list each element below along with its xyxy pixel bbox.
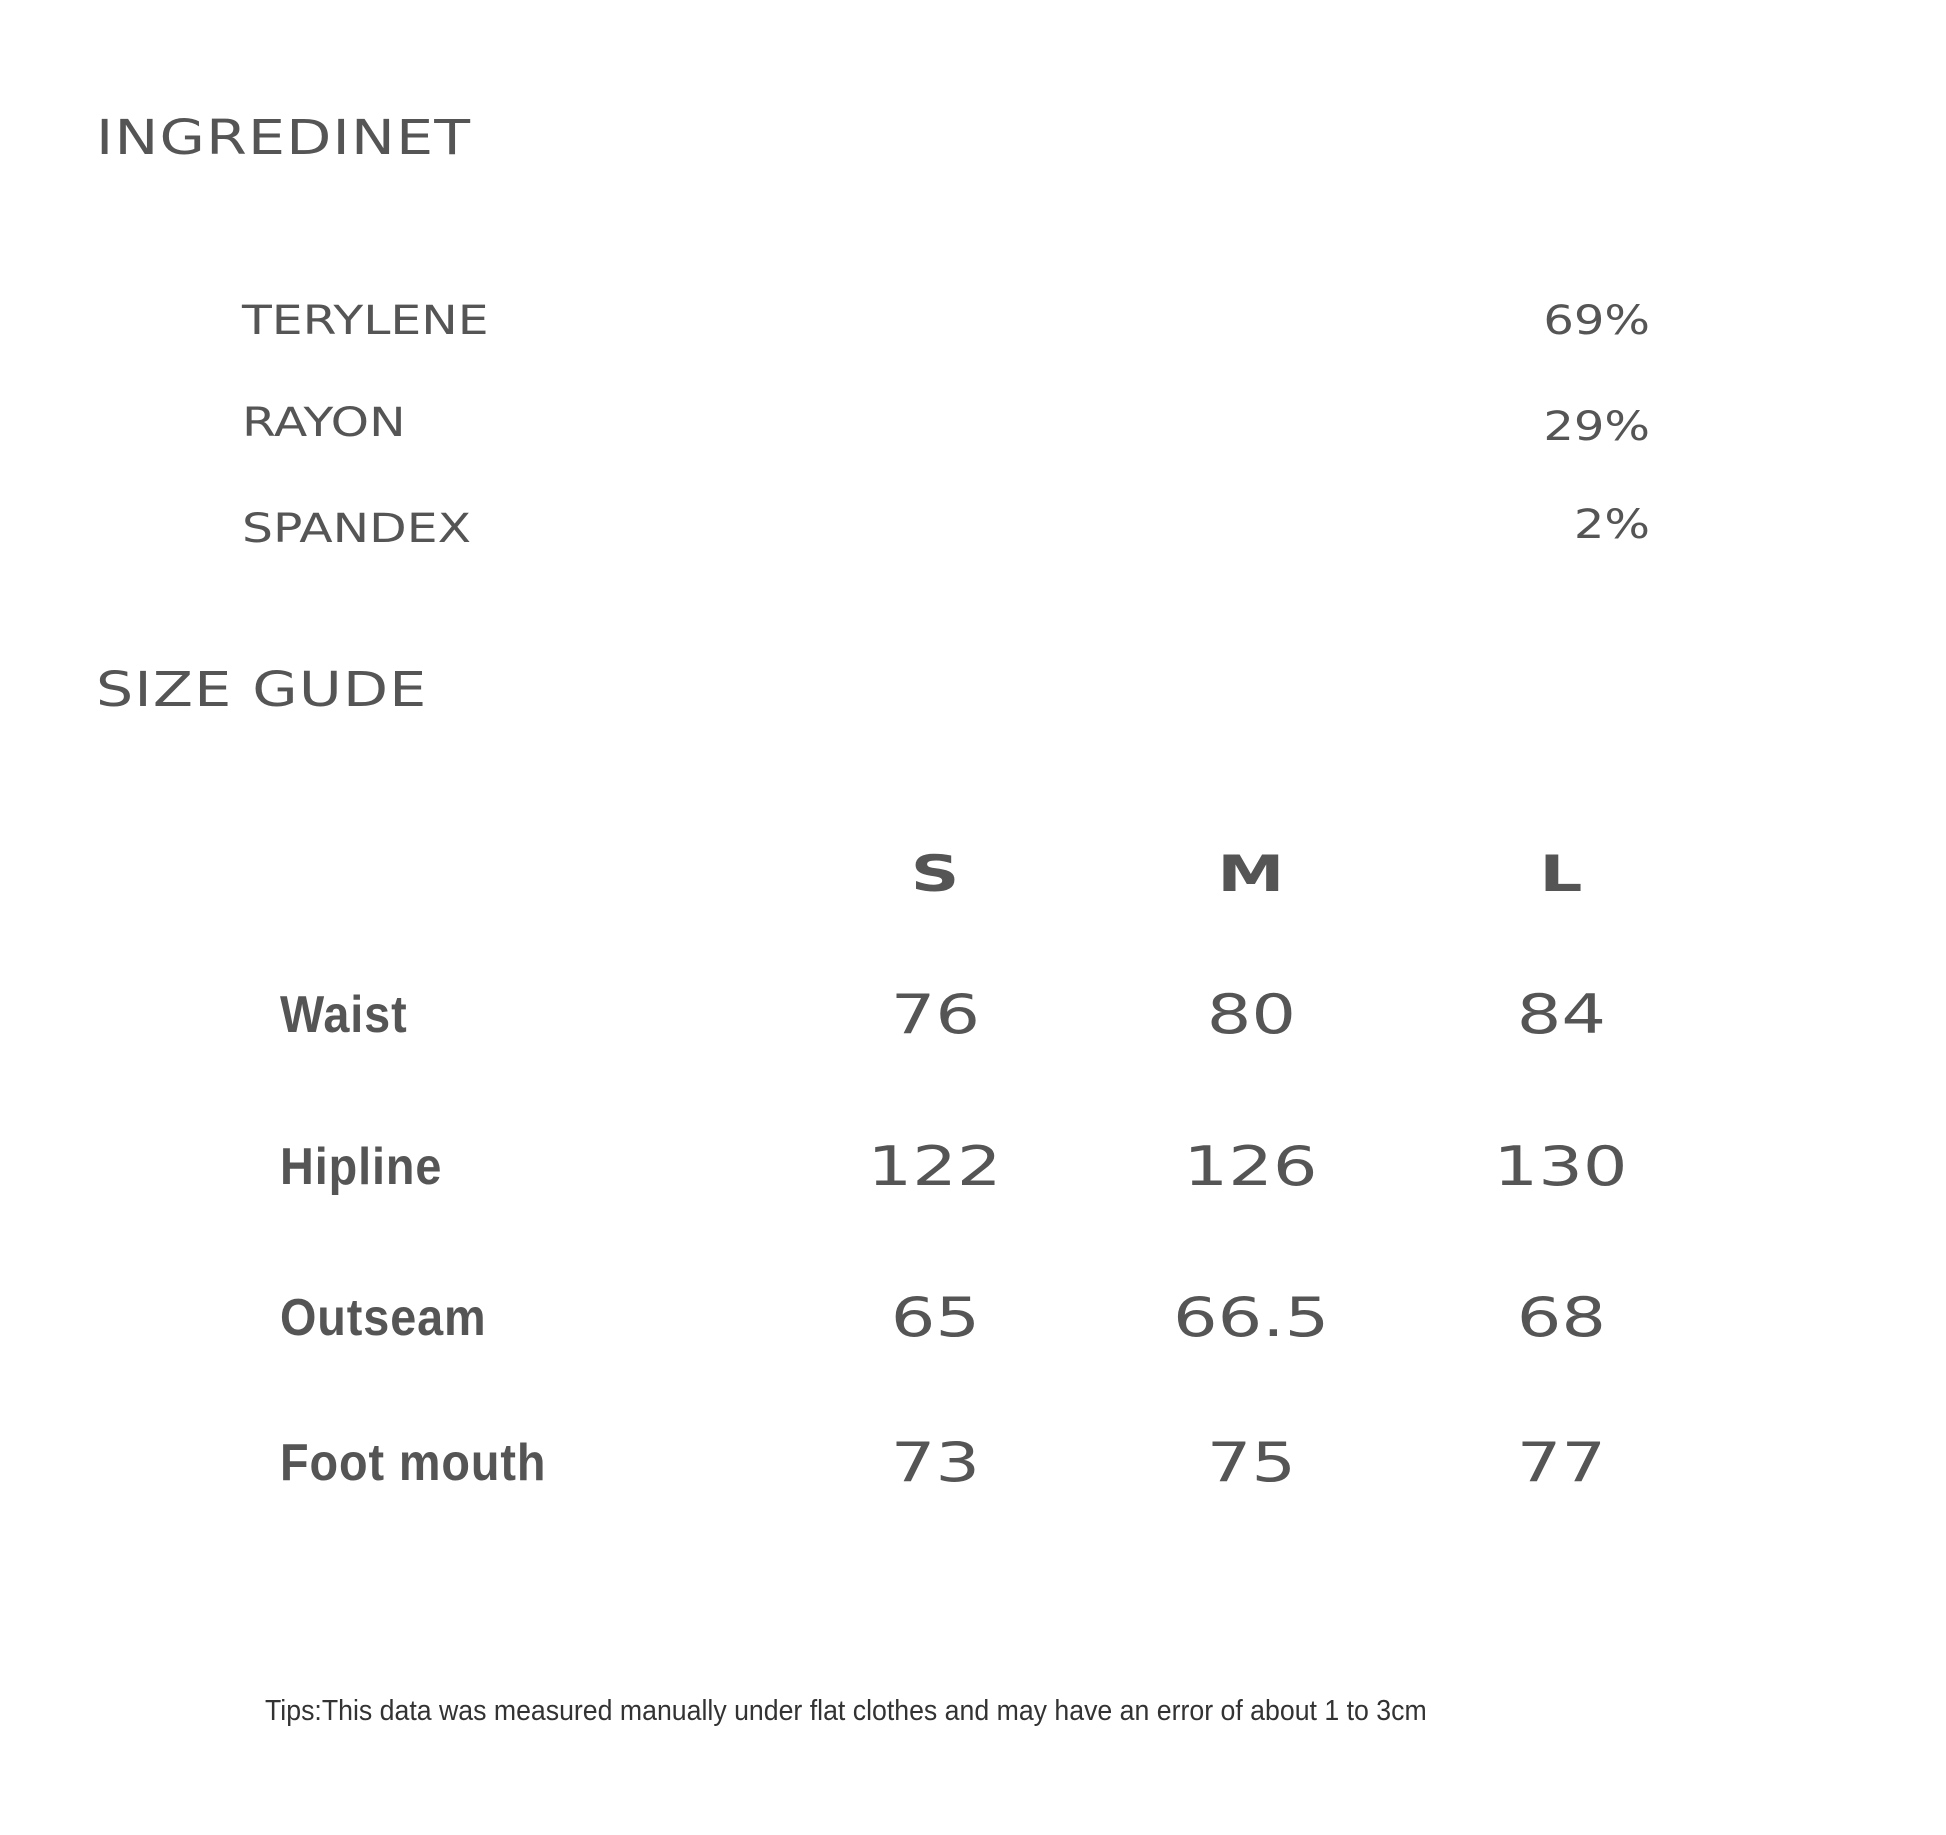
- size-column-header: [1441, 845, 1681, 903]
- ingredient-name: TERYLENE: [242, 298, 489, 344]
- measurement-value: 68: [1516, 1286, 1606, 1349]
- size-label: L: [1539, 845, 1583, 903]
- measurement-value: 75: [1206, 1431, 1296, 1494]
- measurement-value: 80: [1206, 983, 1296, 1046]
- measurement-value: 76: [890, 983, 980, 1046]
- size-column-header: [1131, 845, 1371, 903]
- ingredient-percent: 2%: [1573, 502, 1650, 548]
- measurement-value: 122: [867, 1135, 1002, 1198]
- ingredient-name: RAYON: [242, 400, 406, 446]
- size-label: S: [910, 845, 960, 903]
- size-label: M: [1217, 845, 1285, 903]
- ingredient-name: SPANDEX: [242, 506, 472, 552]
- measurement-value: 65: [890, 1286, 980, 1349]
- ingredient-row: [242, 400, 406, 446]
- ingredient-row: [242, 506, 472, 552]
- ingredients-section: [96, 110, 472, 166]
- measurement-label: Hipline: [280, 1138, 443, 1196]
- size-guide-section: [96, 662, 428, 718]
- size-guide-title: SIZE GUDE: [96, 662, 428, 718]
- measurement-value: 66.5: [1172, 1286, 1330, 1349]
- size-column-header: [815, 845, 1055, 903]
- measurement-label: Foot mouth: [280, 1434, 547, 1492]
- ingredients-title: INGREDINET: [96, 110, 472, 166]
- ingredient-percent: 29%: [1543, 404, 1650, 450]
- measurement-value: 126: [1183, 1135, 1318, 1198]
- measurement-value: 84: [1516, 983, 1606, 1046]
- ingredient-row: [242, 298, 489, 344]
- measurement-value: 130: [1493, 1135, 1628, 1198]
- measurement-tips: Tips:This data was measured manually under flat clothes and may have an error of about 1 to 3cm: [265, 1695, 1427, 1727]
- measurement-value: 73: [890, 1431, 980, 1494]
- measurement-label: Waist: [280, 986, 408, 1044]
- measurement-label: Outseam: [280, 1289, 487, 1347]
- measurement-value: 77: [1516, 1431, 1606, 1494]
- ingredient-percent: 69%: [1543, 298, 1650, 344]
